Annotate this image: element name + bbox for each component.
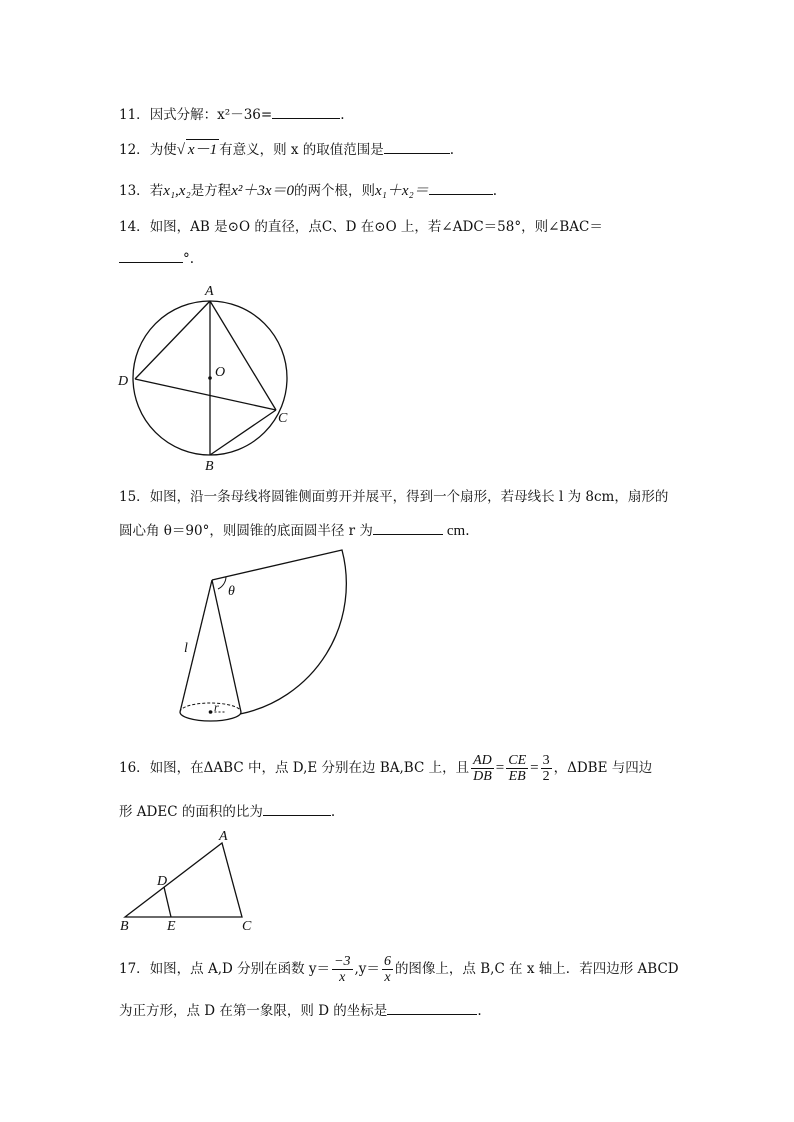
q13-equation: x²＋3x＝0	[231, 183, 295, 199]
frac2-num: CE	[508, 753, 527, 768]
segment-dc	[135, 379, 276, 410]
question-12	[119, 139, 454, 160]
label-b: B	[205, 459, 214, 474]
q13-answer-blank	[429, 180, 493, 195]
q11-end: .	[340, 107, 345, 123]
q15-unit: cm	[446, 523, 466, 539]
q17-end: .	[477, 1003, 482, 1019]
f1-den: x	[339, 970, 346, 985]
label-a: A	[219, 829, 228, 844]
q12-radicand: x－1	[186, 139, 219, 160]
q15-answer-blank	[373, 520, 443, 535]
q13-post: 的两个根，则	[294, 183, 376, 199]
label-e: E	[167, 919, 176, 934]
fraction-ad-db	[471, 753, 494, 784]
question-17	[119, 951, 679, 987]
cone-right-edge	[212, 580, 241, 712]
label-r: r	[214, 700, 219, 714]
q13-vars: x₁,x₂	[163, 183, 191, 199]
q14-end: °.	[183, 251, 195, 267]
question-16: 16．如图，在ΔABC 中，点 D,E 分别在边 BA,BC 上，且 $\frac{AD}{DB}$ = $\frac{CE}{EB}$ = $\frac{3}{2}$ ，ΔDBE 与四边	[119, 753, 653, 784]
q13-end: .	[492, 183, 498, 199]
segment-ad	[135, 301, 210, 379]
fraction-ce-eb	[506, 753, 528, 784]
fraction-neg3-x	[332, 954, 352, 985]
question-13	[119, 180, 497, 201]
question-15-line2	[119, 520, 470, 541]
figure-15-cone-sector	[170, 540, 360, 730]
q16-answer-blank	[263, 801, 331, 816]
label-c: C	[242, 919, 252, 934]
q14-number: 14．	[119, 219, 150, 235]
q16-line2: 形 ADEC 的面积的比为	[119, 804, 263, 820]
q11-text: 因式分解：x²－36=	[149, 107, 273, 123]
q17-line2: 为正方形，点 D 在第一象限，则 D 的坐标是	[119, 1003, 388, 1019]
question-16-line2	[119, 801, 335, 822]
radical-sign: √	[176, 142, 185, 158]
question-15	[119, 487, 668, 507]
q17-pre: 如图，点 A,D 分别在函数 y＝	[149, 961, 331, 977]
q14-line1: 如图，AB 是⊙O 的直径，点C、D 在⊙O 上，若∠ADC＝58°，则∠BAC＝	[149, 219, 603, 235]
question-11	[119, 104, 345, 125]
q12-pre: 为使	[149, 142, 177, 158]
q12-post: 有意义，则 x 的取值范围是	[219, 142, 384, 158]
q15-end: .	[465, 523, 470, 539]
segment-de	[164, 887, 171, 917]
q13-sum: x₁＋x₂＝	[375, 183, 429, 199]
q11-answer-blank	[272, 104, 340, 119]
q13-number: 13．	[119, 183, 150, 199]
label-b: B	[120, 919, 129, 934]
q17-mid: ,y＝	[354, 961, 380, 977]
q17-number: 17．	[119, 961, 150, 977]
q13-pre: 若	[149, 183, 164, 199]
label-theta: θ	[228, 584, 235, 599]
q16-end: .	[330, 804, 336, 820]
f2-num: 6	[383, 954, 391, 969]
f2-den: x	[384, 970, 391, 985]
label-d: D	[118, 374, 129, 389]
f1-num: −3	[334, 954, 351, 969]
center-point	[208, 376, 212, 380]
label-l: l	[184, 641, 188, 656]
frac3-den: 2	[542, 769, 550, 784]
q14-answer-blank	[119, 248, 183, 263]
q15-number: 15．	[119, 489, 150, 505]
fraction-6-x	[382, 954, 393, 985]
label-c: C	[278, 411, 288, 426]
frac2-den: EB	[508, 769, 526, 784]
q17-answer-blank	[387, 1000, 477, 1015]
q12-end: .	[449, 142, 455, 158]
base-center	[209, 710, 213, 714]
frac1-den: DB	[473, 769, 492, 784]
q15-line1: 如图，沿一条母线将圆锥侧面剪开并展平，得到一个扇形，若母线长 l 为 8cm，扇形的	[149, 489, 669, 505]
frac1-num: AD	[473, 753, 492, 768]
fraction-3-2	[541, 753, 552, 784]
question-17-line2	[119, 1000, 482, 1021]
label-d: D	[157, 874, 168, 889]
label-a: A	[205, 284, 214, 299]
question-14	[119, 217, 603, 237]
figure-14-circle	[110, 278, 310, 478]
figure-16-triangle	[112, 826, 272, 936]
frac3-num: 3	[542, 753, 550, 768]
sector-outline	[212, 550, 346, 714]
q12-number: 12．	[119, 142, 150, 158]
q16-pre: 如图，在ΔABC 中，点 D,E 分别在边 BA,BC 上，且	[149, 760, 470, 776]
q17-post: 的图像上，点 B,C 在 x 轴上．若四边形 ABCD	[394, 961, 679, 977]
q16-number: 16．	[119, 760, 150, 776]
label-o: O	[215, 365, 226, 380]
triangle-abc	[125, 843, 242, 917]
segment-ac	[210, 301, 276, 410]
q16-post: ，ΔDBE 与四边	[553, 760, 653, 776]
q13-mid: 是方程	[190, 183, 232, 199]
q11-number: 11．	[119, 107, 150, 123]
question-14-line2	[119, 248, 194, 269]
q12-answer-blank	[384, 139, 450, 154]
q15-line2: 圆心角 θ＝90°，则圆锥的底面圆半径 r 为	[119, 523, 373, 539]
